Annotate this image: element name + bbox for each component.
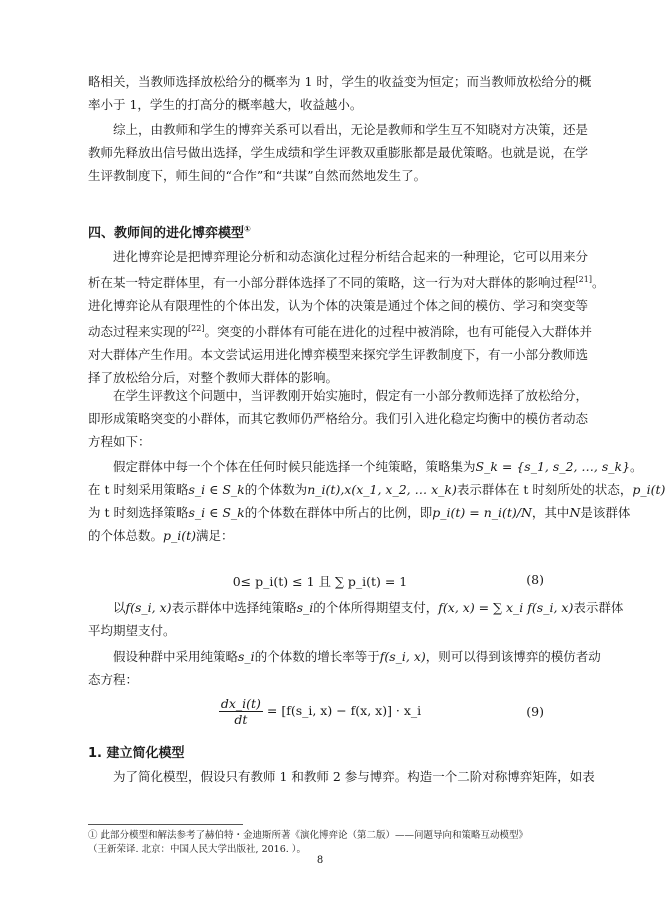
text-line [88, 268, 605, 294]
equation-8 [88, 572, 552, 594]
footnote-divider [88, 824, 243, 825]
text-line [88, 501, 631, 524]
text-line: 进化博弈论是把博弈理论分析和动态演化过程分析结合起来的一种理论，它可以用来分 [88, 249, 589, 264]
text-line [88, 478, 665, 501]
math-expression: p_i(t) = n_i(t)/N [432, 505, 532, 520]
text-fragment: 是该群体 [580, 505, 631, 520]
equation-expression [88, 696, 552, 727]
text-fragment: 假设种群中采用纯策略 [88, 649, 239, 664]
text-line: 方程如下： [88, 434, 151, 449]
math-expression: s_i [238, 649, 255, 664]
text-line [88, 596, 624, 619]
equation-number: (9) [526, 704, 544, 719]
section-heading-text: 四、教师间的进化博弈模型 [88, 226, 245, 241]
text-fragment: 为 t 时刻选择策略 [88, 505, 189, 520]
summary-paragraph [88, 118, 589, 187]
intro-paragraph [88, 70, 592, 116]
text-line: 择了放松给分后，对整个教师大群体的影响。 [88, 370, 339, 386]
text-line: 生评教制度下，师生间的“合作”和“共谋”自然而然地发生了。 [88, 168, 427, 183]
equation-rhs: = [f(s_i, x) − f(x, x)] · x_i [266, 703, 422, 718]
text-fragment: 的个体所得期望支付， [313, 600, 439, 615]
footnote [88, 829, 558, 857]
text-line: 对大群体产生作用。本文尝试运用进化博弈模型来探究学生评教制度下，有一小部分教师选 [88, 347, 589, 363]
problem-paragraph [88, 384, 589, 453]
text-line: 进化博弈论从有限理性的个体出发，认为个体的决策是通过个体之间的模仿、学习和突变等 [88, 298, 589, 314]
math-expression: s_i ∈ S_k [188, 505, 245, 520]
footnote-mark: ① [244, 224, 251, 234]
text-fragment: ，其中 [531, 505, 570, 520]
text-fragment: 动态过程来实现的 [88, 324, 189, 340]
text-line [88, 524, 552, 547]
text-fragment: 表示群体在 t 时刻所处的状态， [456, 482, 633, 497]
footnote-line: ① 此部分模型和解法参考了赫伯特・金迪斯所著《演化博弈论（第二版）——问题导向和策略互动模型》 [88, 830, 529, 841]
text-line [88, 645, 601, 668]
math-expression: N [569, 505, 581, 520]
equation-9 [88, 696, 552, 732]
citation-mark: [22] [188, 324, 205, 334]
equation-number: (8) [526, 572, 544, 587]
math-expression: p_i(t) [632, 482, 665, 497]
text-line: 教师先释放出信号做出选择，学生成绩和学生评教双重膨胀都是最优策略。也就是说，在学 [88, 145, 589, 160]
text-line: 平均期望支付。 [88, 623, 176, 638]
text-fragment: 的个体数为 [244, 482, 308, 497]
text-fragment: 表示群体 [573, 600, 624, 615]
text-line [88, 317, 592, 343]
text-line: 态方程： [88, 672, 139, 687]
math-expression: p_i(t) [163, 528, 197, 543]
text-line: 率小于 1，学生的打高分的概率越大，收益越小。 [88, 97, 363, 112]
assumption-paragraph [88, 455, 665, 547]
text-line: 即形成策略突变的小群体，而其它教师仍严格给分。我们引入进化稳定均衡中的模仿者动态 [88, 411, 589, 426]
math-expression: s_i [296, 600, 314, 615]
text-fragment: 以 [88, 600, 126, 615]
simplify-paragraph [88, 765, 595, 788]
footnote-line: （王新荣译. 北京：中国人民大学出版社, 2016. ）。 [88, 844, 307, 855]
text-fragment: 在 t 时刻采用策略 [88, 482, 189, 497]
text-fragment: 析在某一特定群体里，有一小部分群体选择了不同的策略，这一行为对大群体的影响过程 [88, 275, 576, 291]
text-line: 在学生评教这个问题中，当评教刚开始实施时，假定有一小部分教师选择了放松给分， [88, 388, 589, 403]
text-fragment: 假定群体中每一个个体在任何时候只能选择一个纯策略，策略集为 [88, 459, 476, 474]
page-number: 8 [316, 855, 324, 866]
equation-expression: 0≤ p_i(t) ≤ 1 且 ∑ p_i(t) = 1 [232, 574, 408, 589]
text-line: 假定群体中每一个个体在任何时候只能选择一个纯策略，策略集为S_k = {s_1, s_2, …, s_k}。 [88, 459, 643, 474]
citation-mark: [21] [575, 275, 592, 284]
evolution-paragraph [88, 245, 605, 389]
text-fragment: 。 [591, 275, 605, 291]
payoff-paragraph [88, 596, 624, 642]
math-expression: s_i ∈ S_k [188, 482, 245, 497]
text-fragment: 的个体总数。 [88, 528, 164, 543]
text-line: 综上，由教师和学生的博弈关系可以看出，无论是教师和学生互不知晓对方决策，还是 [88, 122, 589, 137]
subsection-heading: 1. 建立简化模型 [88, 746, 185, 761]
section-heading [88, 222, 251, 241]
text-fragment: 的个体数在群体中所占的比例，即 [244, 505, 433, 520]
fraction-denominator: dt [234, 712, 248, 727]
text-fragment: ，则可以得到该博弈的模仿者动 [425, 649, 601, 664]
fraction [219, 696, 263, 727]
math-expression: S_k = {s_1, s_2, …, s_k} [475, 459, 631, 474]
math-expression: f(x, x) = ∑ x_i f(s_i, x) [438, 600, 574, 615]
text-fragment: 。突变的小群体有可能在进化的过程中被消除，也有可能侵入大群体并 [204, 324, 592, 340]
text-line: 为了简化模型，假设只有教师 1 和教师 2 参与博弈。构造一个二阶对称博弈矩阵，如表 [88, 769, 595, 784]
fraction-numerator: dx_i(t) [220, 696, 261, 711]
text-line: 略相关，当教师选择放松给分的概率为 1 时，学生的收益变为恒定；而当教师放松给分的概 [88, 74, 592, 89]
text-fragment: 表示群体中选择纯策略 [171, 600, 297, 615]
math-expression: ,x(x_1, x_2, … x_k) [340, 482, 457, 497]
growth-paragraph [88, 645, 601, 691]
math-expression: n_i(t) [307, 482, 341, 497]
math-expression: f(s_i, x) [125, 600, 172, 615]
text-fragment: 的个体数的增长率等于 [254, 649, 380, 664]
math-expression: f(s_i, x) [379, 649, 426, 664]
text-fragment: 满足： [196, 528, 234, 543]
